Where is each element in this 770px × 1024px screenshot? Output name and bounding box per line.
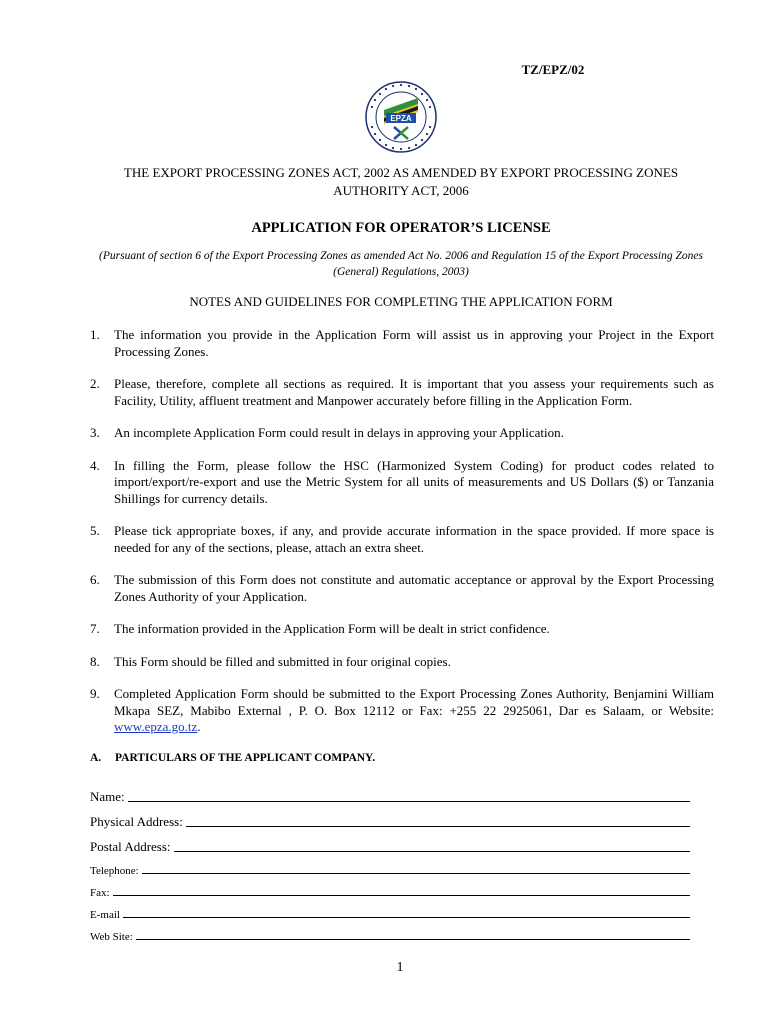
- guideline-text: The information you provide in the Application Form will assist us in approving your Project in the Export Processing Zones.: [114, 327, 714, 359]
- guideline-number: 4.: [90, 457, 100, 473]
- email-field[interactable]: [90, 899, 690, 921]
- form-title: APPLICATION FOR OPERATOR’S LICENSE: [251, 220, 551, 236]
- applicant-fields: [90, 780, 690, 943]
- guideline-suffix: .: [197, 719, 201, 734]
- guideline-item: [90, 572, 714, 605]
- guideline-text: Please tick appropriate boxes, if any, and provide accurate information in the space provided. If more space is needed for any of the sections, please, attach an extra sheet.: [114, 523, 714, 555]
- guideline-number: 3.: [90, 425, 100, 440]
- guideline-text: An incomplete Application Form could result in delays in approving your Application.: [114, 425, 564, 440]
- fax-field[interactable]: [90, 877, 690, 899]
- name-field[interactable]: [90, 780, 690, 805]
- page-number: 1: [396, 960, 404, 975]
- website-field[interactable]: [90, 921, 690, 943]
- guidelines-list: [90, 327, 714, 752]
- field-blank[interactable]: [113, 895, 690, 896]
- svg-text:EPZA: EPZA: [390, 114, 412, 123]
- epza-logo-graphic: [364, 80, 438, 154]
- guideline-text: In filling the Form, please follow the HSC (Harmonized System Coding) for product codes related to import/export/re-export and use the Metric System for all units of measurements and US Dollars ($) or Tanzania Shillings for currency details.: [114, 457, 714, 506]
- guideline-item: [90, 523, 714, 556]
- field-blank[interactable]: [142, 873, 690, 874]
- guideline-text: The submission of this Form does not constitute and automatic acceptance or approval by the Export Processing Zones Authority of your Application.: [114, 572, 714, 604]
- guideline-text: The information provided in the Application Form will be dealt in strict confidence.: [114, 621, 550, 636]
- field-label: Postal Address:: [90, 839, 171, 854]
- guideline-item: [90, 654, 714, 671]
- form-subtitle: (Pursuant of section 6 of the Export Processing Zones as amended Act No. 2006 and Regulation 15 of the Export Processing Zones (General) Regulations, 2003): [99, 250, 703, 278]
- guideline-item: [90, 327, 714, 360]
- guideline-number: 5.: [90, 523, 100, 538]
- field-blank[interactable]: [136, 939, 690, 940]
- section-title: PARTICULARS OF THE APPLICANT COMPANY.: [115, 752, 376, 764]
- guideline-item: [90, 458, 714, 508]
- guideline-text: Completed Application Form should be submitted to the Export Processing Zones Authority, Benjamini William Mkapa SEZ, Mabibo External , P. O. Box 12112 or Fax: +255 22 2925061, Dar es Salaam, or Website:: [114, 686, 714, 718]
- field-blank[interactable]: [128, 801, 690, 802]
- epza-seal-icon: [364, 80, 438, 154]
- guideline-text: Please, therefore, complete all sections as required. It is important that you assess your requirements such as Facility, Utility, affluent treatment and Manpower accurately before filling in the Application Form.: [114, 376, 714, 408]
- postal-address-field[interactable]: [90, 830, 690, 855]
- notes-heading: NOTES AND GUIDELINES FOR COMPLETING THE APPLICATION FORM: [189, 294, 613, 309]
- guideline-text: This Form should be filled and submitted in four original copies.: [114, 653, 451, 669]
- guideline-number: 8.: [90, 653, 100, 669]
- field-label: Telephone:: [90, 865, 139, 877]
- guideline-item: [90, 621, 714, 638]
- field-label: Physical Address:: [90, 814, 183, 829]
- guideline-number: 2.: [90, 376, 100, 391]
- act-title: THE EXPORT PROCESSING ZONES ACT, 2002 AS AMENDED BY EXPORT PROCESSING ZONES AUTHORITY ACT, 2006: [123, 165, 679, 198]
- guideline-number: 9.: [90, 686, 100, 701]
- guideline-number: 1.: [90, 327, 100, 342]
- field-label: Name:: [90, 789, 125, 804]
- guideline-number: 6.: [90, 572, 100, 587]
- section-letter: A.: [90, 752, 102, 764]
- field-blank[interactable]: [123, 917, 690, 918]
- physical-address-field[interactable]: [90, 805, 690, 830]
- guideline-item: [90, 425, 714, 442]
- website-link[interactable]: www.epza.go.tz: [114, 719, 198, 734]
- field-blank[interactable]: [174, 851, 690, 852]
- guideline-item: [90, 376, 714, 409]
- section-a-heading: [90, 752, 710, 764]
- form-reference: TZ/EPZ/02: [521, 62, 585, 77]
- guideline-number: 7.: [90, 621, 100, 636]
- field-label: Fax:: [90, 887, 110, 899]
- field-blank[interactable]: [186, 826, 690, 827]
- telephone-field[interactable]: [90, 855, 690, 877]
- field-label: Web Site:: [90, 931, 133, 943]
- guideline-item: [90, 686, 714, 736]
- field-label: E-mail: [90, 909, 120, 921]
